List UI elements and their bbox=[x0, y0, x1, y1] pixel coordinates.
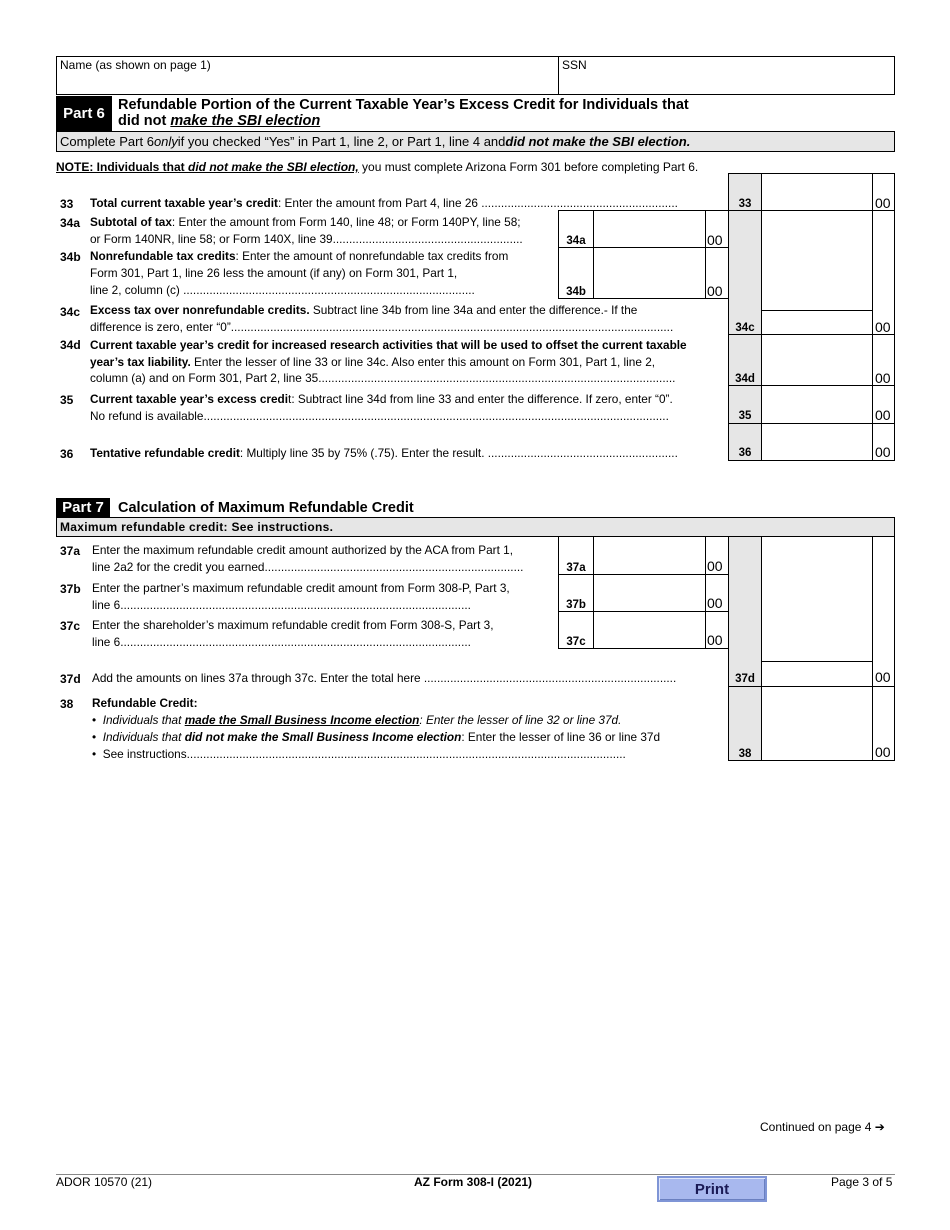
part6-title: Refundable Portion of the Current Taxable Year’s Excess Credit for Individuals that did not make the SBI election bbox=[118, 97, 689, 129]
part7-tag: Part 7 bbox=[56, 498, 110, 517]
line-38-title: Refundable Credit: bbox=[92, 696, 198, 710]
line-34c-number: 34c bbox=[60, 305, 81, 319]
part6-tag: Part 6 bbox=[56, 96, 112, 131]
box-37c-label: 37c bbox=[566, 636, 586, 648]
line-38-bullet-1: • Individuals that made the Small Business Income election: Enter the lesser of line 32 or line 37d. bbox=[92, 713, 622, 727]
line-38-number: 38 bbox=[60, 697, 74, 711]
line-37a-amount-input[interactable] bbox=[594, 538, 705, 574]
footer-form-name: AZ Form 308-I (2021) bbox=[414, 1175, 533, 1189]
box-34c-label: 34c bbox=[735, 322, 755, 334]
line-36-amount-input[interactable] bbox=[762, 424, 872, 460]
box-38-label: 38 bbox=[738, 748, 752, 760]
ssn-input[interactable] bbox=[559, 72, 894, 94]
line-34c-text-1: Excess tax over nonrefundable credits. Subtract line 34b from line 34a and enter the difference.- If the bbox=[90, 303, 638, 317]
line-34b-amount-input[interactable] bbox=[594, 248, 705, 298]
line-36-text: Tentative refundable credit: Multiply line 35 by 75% (.75). Enter the result. .......................................................... bbox=[90, 446, 678, 460]
box-35-label: 35 bbox=[738, 410, 752, 422]
line-34c-amount-input[interactable] bbox=[762, 311, 872, 334]
line-34b-cents: 00 bbox=[707, 283, 723, 299]
box-34d-label: 34d bbox=[735, 373, 755, 385]
line-35-cents: 00 bbox=[875, 407, 891, 423]
line-35-text-2: No refund is available.............................................................................................................................................. bbox=[90, 409, 669, 423]
line-34d-number: 34d bbox=[60, 338, 81, 352]
part7-title: Calculation of Maximum Refundable Credit bbox=[118, 500, 414, 516]
line-34a-text-2: or Form 140NR, line 58; or Form 140X, line 39.......................................................... bbox=[90, 232, 523, 246]
line-37b-text-1: Enter the partner’s maximum refundable credit amount from Form 308-P, Part 3, bbox=[92, 581, 510, 595]
line-36-number: 36 bbox=[60, 447, 74, 461]
line-34a-cents: 00 bbox=[707, 232, 723, 248]
line-34d-cents: 00 bbox=[875, 370, 891, 386]
footer-page-number: Page 3 of 5 bbox=[831, 1175, 893, 1189]
line-33-cents: 00 bbox=[875, 195, 891, 211]
line-34b-text-1: Nonrefundable tax credits: Enter the amount of nonrefundable tax credits from bbox=[90, 249, 509, 263]
line-33-amount-input[interactable] bbox=[762, 174, 872, 210]
line-34a-amount-input[interactable] bbox=[594, 211, 705, 247]
continued-note: Continued on page 4 ➔ bbox=[760, 1120, 885, 1134]
box-34a-label: 34a bbox=[566, 235, 586, 247]
box-37a-label: 37a bbox=[566, 562, 586, 574]
line-37c-text-2: line 6........................................................................................................... bbox=[92, 635, 471, 649]
line-37a-text-1: Enter the maximum refundable credit amount authorized by the ACA from Part 1, bbox=[92, 543, 513, 557]
line-37a-cents: 00 bbox=[707, 558, 723, 574]
line-34d-text-1: Current taxable year’s credit for increased research activities that will be used to offset the current taxable bbox=[90, 338, 687, 352]
box-36-label: 36 bbox=[738, 447, 752, 459]
line-37c-cents: 00 bbox=[707, 632, 723, 648]
line-34c-text-2: difference is zero, enter “0”....................................................................................................................................... bbox=[90, 320, 674, 334]
line-34d-text-2: year’s tax liability. Enter the lesser of line 33 or line 34c. Also enter this amount on Form 301, Part 1, line 2, bbox=[90, 355, 656, 369]
line-37d-amount-input[interactable] bbox=[762, 662, 872, 686]
ssn-field-label: SSN bbox=[562, 58, 587, 72]
line-37b-cents: 00 bbox=[707, 595, 723, 611]
line-33-text: Total current taxable year’s credit: Enter the amount from Part 4, line 26 ............................................................ bbox=[90, 196, 678, 210]
part7-subheader: Maximum refundable credit: See instructions. bbox=[56, 517, 895, 537]
part6-instructions: Complete Part 6 only if you checked “Yes” in Part 1, line 2, or Part 1, line 4 and did not make the SBI election. bbox=[56, 131, 895, 152]
line-34b-text-2: Form 301, Part 1, line 26 less the amount (if any) on Form 301, Part 1, bbox=[90, 266, 458, 280]
line-34b-number: 34b bbox=[60, 250, 81, 264]
line-35-amount-input[interactable] bbox=[762, 386, 872, 423]
line-34d-text-3: column (a) and on Form 301, Part 2, line 35............................................................................................................. bbox=[90, 371, 676, 385]
line-35-number: 35 bbox=[60, 393, 74, 407]
line-33-number: 33 bbox=[60, 197, 74, 211]
line-37d-number: 37d bbox=[60, 672, 81, 686]
line-35-text-1: Current taxable year’s excess credit: Subtract line 34d from line 33 and enter the difference. If zero, enter “0”. bbox=[90, 392, 673, 406]
line-34d-amount-input[interactable] bbox=[762, 335, 872, 385]
line-37d-text: Add the amounts on lines 37a through 37c. Enter the total here ............................................................................. bbox=[92, 671, 677, 685]
line-37c-text-1: Enter the shareholder’s maximum refundable credit from Form 308-S, Part 3, bbox=[92, 618, 494, 632]
line-37b-number: 37b bbox=[60, 582, 81, 596]
line-37a-text-2: line 2a2 for the credit you earned............................................................................... bbox=[92, 560, 524, 574]
line-38-amount-input[interactable] bbox=[762, 687, 872, 760]
box-33-label: 33 bbox=[738, 198, 752, 210]
line-37c-number: 37c bbox=[60, 619, 81, 633]
name-input[interactable] bbox=[57, 72, 557, 94]
line-36-cents: 00 bbox=[875, 444, 891, 460]
line-34c-cents: 00 bbox=[875, 319, 891, 335]
line-38-bullet-2: • Individuals that did not make the Small Business Income election: Enter the lesser of line 36 or line 37d bbox=[92, 730, 661, 744]
line-34a-number: 34a bbox=[60, 216, 81, 230]
line-37c-amount-input[interactable] bbox=[594, 612, 705, 648]
line-34b-text-3: line 2, column (c) ......................................................................................... bbox=[90, 283, 475, 297]
print-button[interactable]: Print bbox=[657, 1176, 767, 1202]
box-34b-label: 34b bbox=[566, 286, 586, 298]
line-38-bullet-3: • See instructions...................................................................................................................................... bbox=[92, 747, 626, 761]
line-37d-cents: 00 bbox=[875, 669, 891, 685]
part7-label-column bbox=[728, 537, 761, 761]
box-37d-label: 37d bbox=[735, 673, 755, 685]
part6-note: NOTE: Individuals that did not make the SBI election, you must complete Arizona Form 301 before completing Part 6. bbox=[56, 160, 699, 174]
line-37a-number: 37a bbox=[60, 544, 81, 558]
line-34a-text-1: Subtotal of tax: Enter the amount from Form 140, line 48; or Form 140PY, line 58; bbox=[90, 215, 521, 229]
footer-form-code: ADOR 10570 (21) bbox=[56, 1175, 153, 1189]
box-37b-label: 37b bbox=[566, 599, 586, 611]
line-37b-text-2: line 6........................................................................................................... bbox=[92, 598, 471, 612]
name-field-label: Name (as shown on page 1) bbox=[60, 58, 211, 72]
line-38-cents: 00 bbox=[875, 744, 891, 760]
line-37b-amount-input[interactable] bbox=[594, 575, 705, 611]
